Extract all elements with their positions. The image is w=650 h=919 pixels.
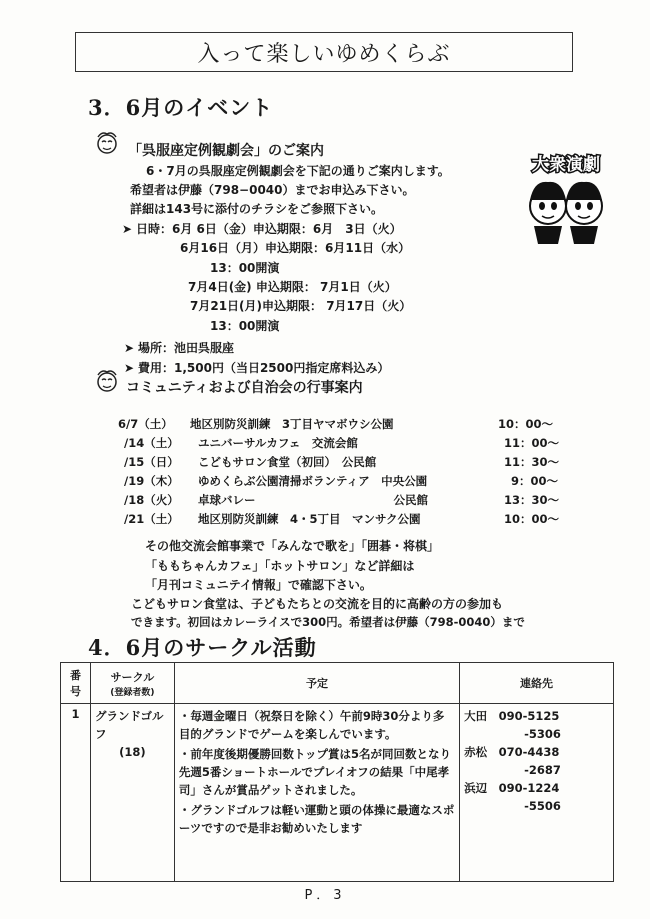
row-circle bbox=[90, 704, 174, 882]
event-time: 9：00〜 bbox=[511, 474, 559, 488]
event-time: 13：30〜 bbox=[504, 493, 560, 507]
event-desc: 地区別防災訓練 3丁目ヤマボウシ公園 bbox=[190, 417, 394, 431]
community-heading: コミュニティおよび自治会の行事案内 bbox=[126, 380, 363, 396]
event-date: /18（火） bbox=[124, 493, 179, 507]
schedule-2: 6月16日（月）申込期限：6月11日（水） bbox=[180, 241, 411, 255]
event-date: /19（木） bbox=[124, 474, 179, 488]
row-contact bbox=[460, 704, 614, 882]
header-circle-sub: (登録者数) bbox=[110, 687, 155, 698]
event-time: 10：00〜 bbox=[504, 512, 560, 526]
community-note-5: できます。初回はカレーライスで300円。希望者は伊藤（798-0040）まで bbox=[131, 615, 525, 629]
circle-members: (18) bbox=[119, 745, 146, 759]
event-desc: ゆめくらぶ公園清掃ボランティア 中央公園 bbox=[198, 474, 428, 488]
event-date: /21（土） bbox=[124, 512, 179, 526]
kabuki-line-1: 6・7月の呉服座定例観劇会を下記の通りご案内します。 bbox=[146, 164, 450, 178]
plan-item: ・前年度後期優勝回数トップ賞は5名が同回数となり先週5番ショートホールでプレイオフの結果「中尾孝司」さんが賞品ゲットされました。 bbox=[178, 747, 451, 797]
plan-item: ・毎週金曜日（祝祭日を除く）午前9時30分より多目的グランドでゲームを楽しんでいます。 bbox=[178, 709, 445, 741]
header-plan: 予定 bbox=[174, 663, 459, 704]
contact-2 bbox=[464, 743, 609, 761]
schedule-5: 7月21日(月)申込期限： 7月17日（火） bbox=[190, 299, 412, 313]
taishu-engeki-badge bbox=[514, 148, 618, 248]
event-time: 11：00〜 bbox=[504, 436, 560, 450]
header-no: 番号 bbox=[61, 663, 91, 704]
datetime-label: 日時： bbox=[136, 222, 173, 236]
table-header-row bbox=[61, 663, 614, 704]
event-date: 6/7（土） bbox=[118, 417, 173, 431]
schedule-1: 6月 6日（金）申込期限：6月 3日（火） bbox=[172, 222, 402, 236]
row-plan bbox=[174, 704, 459, 882]
event-date: /14（土） bbox=[124, 436, 179, 450]
contact-1 bbox=[464, 707, 609, 725]
event-date: /15（日） bbox=[124, 455, 179, 469]
header-circle-label: サークル bbox=[110, 670, 155, 684]
contact-name: 大田 bbox=[464, 709, 488, 723]
place-text: 場所：池田呉服座 bbox=[138, 341, 235, 355]
kabuki-heading: 「呉服座定例観劇会」のご案内 bbox=[128, 143, 324, 159]
contact-1-tel2: -5306 bbox=[524, 727, 561, 741]
arrow-right-icon: ➤ bbox=[124, 341, 135, 355]
contact-name: 赤松 bbox=[464, 745, 488, 759]
row-no: 1 bbox=[61, 704, 91, 882]
kabuki-line-3: 詳細は143号に添付のチラシをご参照下さい。 bbox=[130, 202, 384, 216]
arrow-right-icon: ➤ bbox=[124, 361, 135, 375]
contact-tel: 070-4438 bbox=[498, 745, 560, 759]
contact-tel: 090-5125 bbox=[498, 709, 560, 723]
arrow-right-icon: ➤ bbox=[122, 222, 133, 236]
schedule-4: 7月4日(金) 申込期限： 7月1日（火） bbox=[188, 280, 397, 294]
event-desc: 地区別防災訓練 4・5丁目 マンサク公園 bbox=[198, 512, 421, 526]
page-number: P．3 bbox=[304, 888, 346, 903]
community-note-3: 「月刊コミュニテイ情報」で確認下さい。 bbox=[145, 578, 372, 592]
contact-name: 浜辺 bbox=[464, 781, 488, 795]
schedule-6: 13：00開演 bbox=[210, 319, 280, 333]
kabuki-mask-icon-2 bbox=[92, 366, 122, 396]
community-note-1: その他交流会館事業で「みんなで歌を」「囲碁・将棋」 bbox=[145, 539, 440, 553]
circle-section-heading: 4．6月のサークル活動 bbox=[88, 635, 317, 660]
circle-name: グランドゴルフ bbox=[94, 709, 164, 741]
datetime-row bbox=[122, 220, 402, 237]
header-circle bbox=[90, 663, 174, 704]
place-row bbox=[124, 339, 234, 356]
circle-activity-table bbox=[60, 662, 614, 882]
event-time: 11：30〜 bbox=[504, 455, 560, 469]
contact-2-tel2: -2687 bbox=[524, 763, 561, 777]
kabuki-line-2: 希望者は伊藤（798−0040）までお申込み下さい。 bbox=[130, 183, 415, 197]
event-desc: ユニバーサルカフェ 交流会館 bbox=[198, 436, 358, 450]
table-row bbox=[61, 704, 614, 882]
events-section-heading: 3．6月のイベント bbox=[88, 95, 274, 120]
contact-tel: 090-1224 bbox=[498, 781, 560, 795]
event-desc: 卓球バレー 公民館 bbox=[198, 493, 428, 507]
event-desc: こどもサロン食堂（初回） 公民館 bbox=[198, 455, 377, 469]
schedule-3: 13：00開演 bbox=[210, 261, 280, 275]
community-note-4: こどもサロン食堂は、子どもたちとの交流を目的に高齢の方の参加も bbox=[131, 597, 504, 611]
page-title: 入って楽しいゆめくらぶ bbox=[75, 32, 573, 72]
contact-3 bbox=[464, 779, 609, 797]
kabuki-mask-icon bbox=[92, 128, 122, 158]
plan-item: ・グランドゴルフは軽い運動と頭の体操に最適なスポーツですので是非お勧めいたします bbox=[178, 803, 455, 835]
badge-text: 大衆演劇 bbox=[532, 155, 600, 175]
contact-3-tel2: -5506 bbox=[524, 799, 561, 813]
community-note-2: 「ももちゃんカフェ」「ホットサロン」など詳細は bbox=[145, 559, 415, 573]
event-time: 10：00〜 bbox=[498, 417, 554, 431]
header-contact: 連絡先 bbox=[460, 663, 614, 704]
fee-row bbox=[124, 359, 389, 376]
fee-text: 費用：1,500円（当日2500円指定席料込み） bbox=[138, 361, 390, 375]
